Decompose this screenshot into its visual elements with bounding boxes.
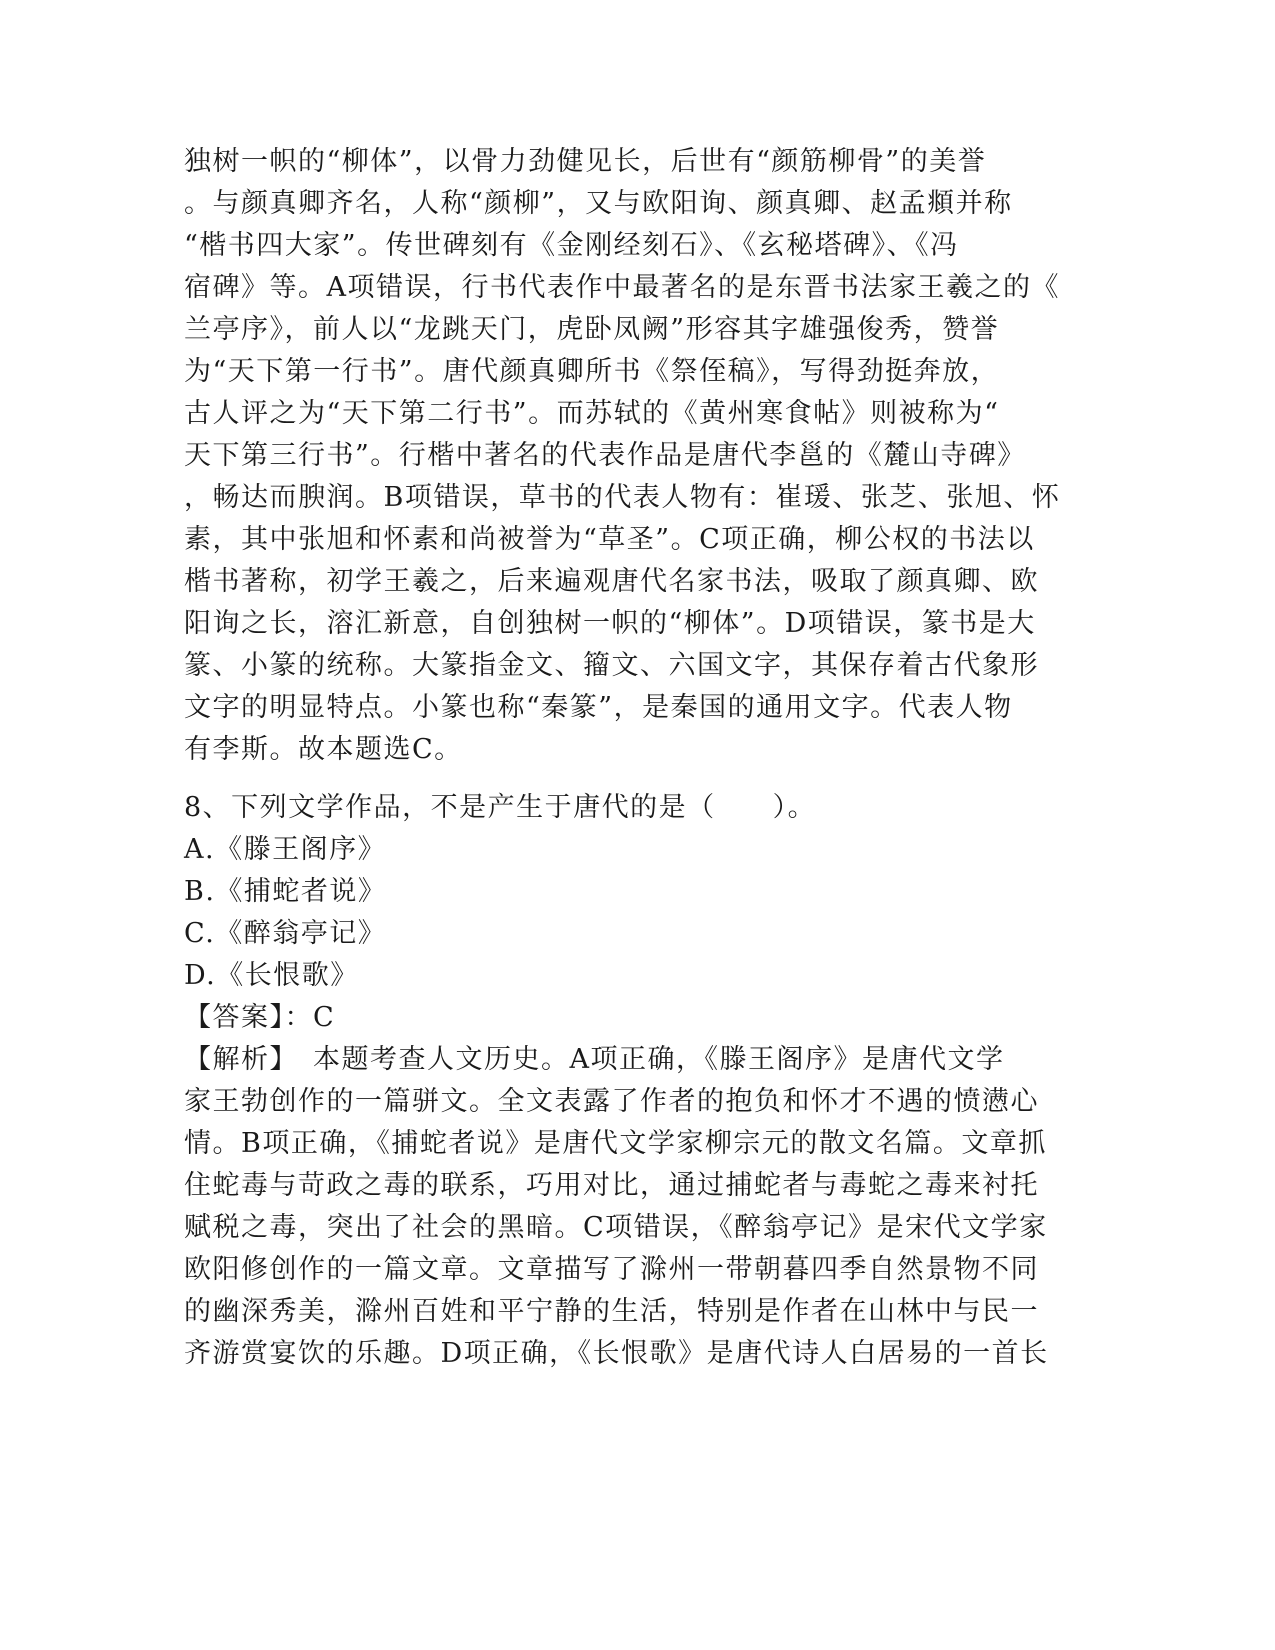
explanation-line: 情。B项正确，《捕蛇者说》是唐代文学家柳宗元的散文名篇。文章抓: [184, 1128, 1047, 1159]
text-line: 宿碑》等。A项错误，行书代表作中最著名的是东晋书法家王羲之的《: [184, 272, 1060, 303]
explanation: [184, 1039, 1064, 1375]
text-line: 为“天下第一行书”。唐代颜真卿所书《祭侄稿》，写得劲挺奔放，: [184, 356, 1000, 387]
previous-explanation: [184, 141, 1064, 771]
explanation-line: 【解析】 本题考查人文历史。A项正确，《滕王阁序》是唐代文学: [184, 1044, 1005, 1075]
text-line: 阳询之长，溶汇新意，自创独树一帜的“柳体”。D项错误，篆书是大: [184, 608, 1036, 639]
question-8: [184, 787, 1064, 1375]
option-a: A.《滕王阁序》: [184, 834, 387, 865]
text-line: 兰亭序》，前人以“龙跳天门，虎卧凤阙”形容其字雄强俊秀，赞誉: [184, 314, 1000, 345]
text-line: 。与颜真卿齐名，人称“颜柳”，又与欧阳询、颜真卿、赵孟頫并称: [184, 188, 1013, 219]
question-stem: 8、下列文学作品，不是产生于唐代的是（ ）。: [184, 792, 817, 823]
text-line: 楷书著称，初学王羲之，后来遍观唐代名家书法，吸取了颜真卿、欧: [184, 566, 1039, 597]
option-b: B.《捕蛇者说》: [184, 876, 387, 907]
text-line: 独树一帜的“柳体”，以骨力劲健见长，后世有“颜筋柳骨”的美誉: [184, 146, 987, 177]
text-line: 篆、小篆的统称。大篆指金文、籀文、六国文字，其保存着古代象形: [184, 650, 1039, 681]
text-line: 文字的明显特点。小篆也称“秦篆”，是秦国的通用文字。代表人物: [184, 692, 1013, 723]
explanation-line: 的幽深秀美，滁州百姓和平宁静的生活，特别是作者在山林中与民一: [184, 1296, 1039, 1327]
paragraph-gap: [184, 771, 1064, 787]
text-line: 天下第三行书”。行楷中著名的代表作品是唐代李邕的《麓山寺碑》: [184, 440, 1026, 471]
text-line: 素，其中张旭和怀素和尚被誉为“草圣”。C项正确，柳公权的书法以: [184, 524, 1035, 555]
explanation-line: 家王勃创作的一篇骈文。全文表露了作者的抱负和怀才不遇的愤懑心: [184, 1086, 1039, 1117]
option-c: C.《醉翁亭记》: [184, 918, 387, 949]
answer-line: 【答案】：C: [184, 1002, 336, 1033]
option-d: D.《长恨歌》: [184, 960, 359, 991]
explanation-line: 住蛇毒与苛政之毒的联系，巧用对比，通过捕蛇者与毒蛇之毒来衬托: [184, 1170, 1039, 1201]
text-line: “楷书四大家”。传世碑刻有《金刚经刻石》、《玄秘塔碑》、《冯: [184, 230, 959, 261]
text-line: 有李斯。故本题选C。: [184, 734, 463, 765]
page-content: [184, 141, 1064, 1375]
text-line: ，畅达而腴润。B项错误，草书的代表人物有：崔瑗、张芝、张旭、怀: [184, 482, 1061, 513]
explanation-line: 欧阳修创作的一篇文章。文章描写了滁州一带朝暮四季自然景物不同: [184, 1254, 1039, 1285]
explanation-line: 赋税之毒，突出了社会的黑暗。C项错误，《醉翁亭记》是宋代文学家: [184, 1212, 1048, 1243]
text-line: 古人评之为“天下第二行书”。而苏轼的《黄州寒食帖》则被称为“: [184, 398, 1000, 429]
explanation-line: 齐游赏宴饮的乐趣。D项正确，《长恨歌》是唐代诗人白居易的一首长: [184, 1338, 1049, 1369]
